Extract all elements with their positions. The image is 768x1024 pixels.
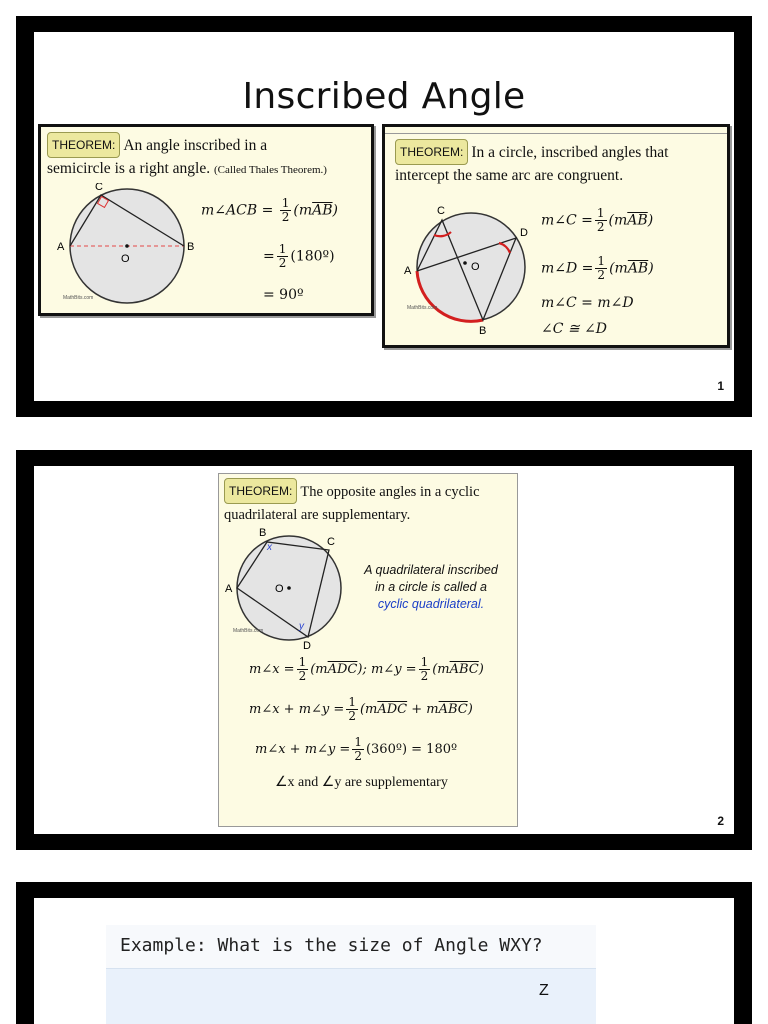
congruent-theorem-text (395, 139, 725, 187)
label-c: C (437, 205, 445, 217)
equation-3: = 90º (263, 287, 304, 303)
label-c: C (327, 536, 335, 548)
slide-1-content (34, 32, 734, 401)
equation-1: m∠x = $\frac{1}{2}$ $(m\overline{ADC})$; m∠y = $\frac{1}{2}$ $(m\overline{ABC})$ (249, 655, 484, 683)
cyclic-quadrilateral-diagram (223, 526, 353, 651)
theorem-line-2: semicircle is a right angle. (47, 160, 211, 177)
semicircle-diagram (49, 183, 199, 311)
theorem-line-1: The opposite angles in a cyclic (300, 484, 480, 500)
theorem-badge: THEOREM: (395, 139, 468, 165)
thales-note: (Called Thales Theorem.) (214, 164, 327, 176)
slide-2-content (34, 466, 734, 834)
label-o: O (471, 261, 480, 273)
page-number: 1 (717, 379, 724, 393)
example-question: Example: What is the size of Angle WXY? (106, 925, 596, 969)
equation-2: m∠x + m∠y = $\frac{1}{2}$ $(m\overline{ADC} + m\overline{ABC})$ (249, 695, 473, 723)
equation-1: m∠C = $\frac{1}{2}$ $(m\overline{AB})$ (541, 206, 654, 234)
slide-2 (16, 450, 752, 850)
label-o: O (275, 583, 284, 595)
circle-diagram-partial (396, 1011, 596, 1024)
equation-2: m∠D = $\frac{1}{2}$ $(m\overline{AB})$ (541, 254, 654, 282)
label-b: B (187, 241, 195, 253)
congruent-angles-diagram (393, 197, 533, 337)
slide-title: Inscribed Angle (242, 76, 526, 117)
equation-3: m∠x + m∠y = $\frac{1}{2}$ (360º) = 180º (255, 735, 458, 763)
page-number: 2 (717, 814, 724, 828)
label-y: y (299, 621, 304, 632)
label-o: O (121, 253, 130, 265)
label-b: B (479, 325, 487, 337)
theorem-line-2: intercept the same arc are congruent. (395, 167, 624, 184)
theorem-line-2: quadrilateral are supplementary. (224, 507, 411, 523)
equation-2: = $\frac{1}{2}$ (180º) (263, 242, 335, 270)
label-d: D (303, 640, 311, 651)
slide-3 (16, 882, 752, 1024)
theorem-line-1: In a circle, inscribed angles that (471, 144, 669, 161)
congruent-angles-theorem-card (382, 124, 730, 348)
thales-theorem-card (38, 124, 374, 316)
watermark: MathBits.com (407, 305, 438, 311)
equation-3: m∠C = m∠D (541, 295, 634, 311)
watermark: MathBits.com (63, 295, 94, 301)
label-a: A (404, 265, 412, 277)
label-d: D (520, 227, 528, 239)
theorem-badge: THEOREM: (224, 478, 297, 504)
theorem-line-1: An angle inscribed in a (123, 137, 268, 154)
cyclic-note: A quadrilateral inscribed in a circle is called a cyclic quadrilateral. (364, 563, 498, 611)
slide-1 (16, 16, 752, 417)
label-z: Z (539, 982, 549, 999)
label-x: x (267, 542, 272, 553)
theorem-badge: THEOREM: (47, 132, 120, 158)
label-a: A (225, 583, 233, 595)
label-a: A (57, 241, 65, 253)
watermark: MathBits.com (233, 628, 264, 634)
label-b: B (259, 527, 267, 539)
equation-1: m∠ACB = $\frac{1}{2}$ $(m\overline{AB})$ (201, 196, 339, 224)
thales-theorem-text (47, 132, 373, 181)
supplementary-conclusion: ∠x and ∠y are supplementary (275, 775, 448, 790)
cyclic-theorem-text (224, 478, 516, 526)
cyclic-quadrilateral-card (218, 473, 518, 827)
example-card (106, 925, 596, 1024)
label-c: C (95, 183, 103, 193)
equation-4: ∠C ≅ ∠D (541, 321, 608, 337)
slide-3-content (34, 898, 734, 1024)
